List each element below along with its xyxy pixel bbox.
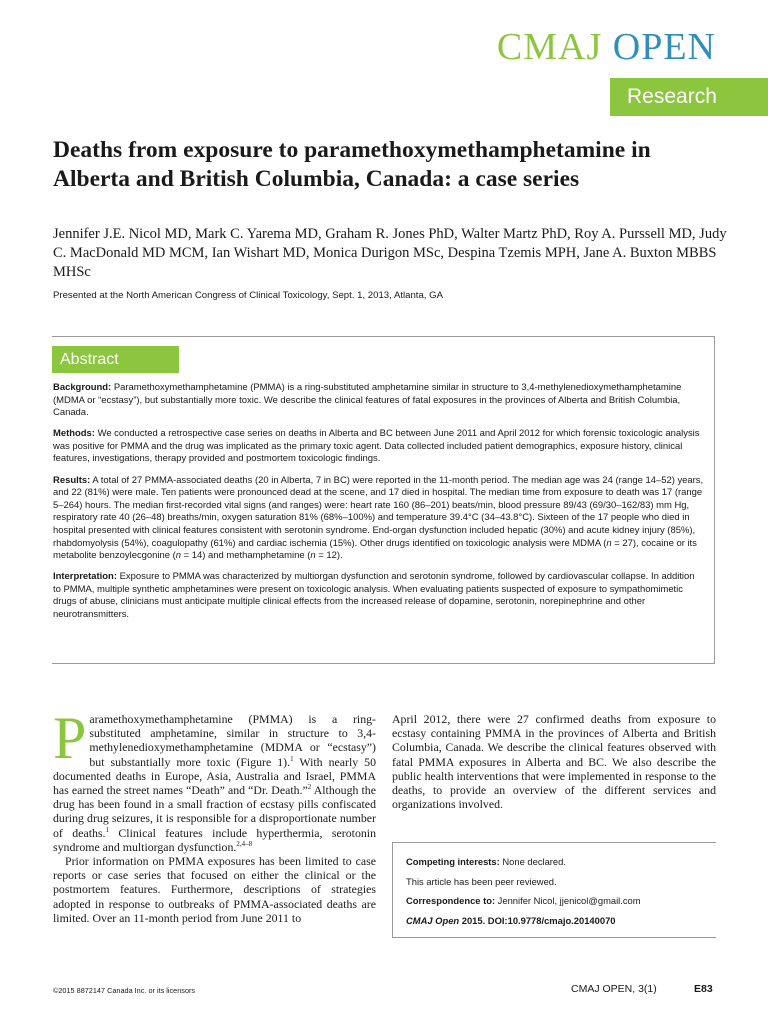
abstract-results: Results: A total of 27 PMMA-associated deaths (20 in Alberta, 7 in BC) were reported in the 11-month period. The median age was 24 (range 14–52) years, and 22 (81%) were male. Ten patients were pronounced dead at the scene, and 17 died in hospital. The median time from exposure to death was 17 (range 5–264) hours. The median first-recorded vital signs (and ranges) were: heart rate 160 (86–201) beats/min, blood pressure 89/43 (69/30–162/83) mm Hg, respiratory rate 40 (26–48) breaths/min, oxygen saturation 81% (68%–100%) and temperature 39.4°C (34–43.8°C). Sixteen of the 17 people who died in hospital presented with clinical features consistent with serotonin syndrome. End-organ dysfunction included hepatic (30%) and acute kidney injury (85%), rhabdomyolysis (54%), coagulopathy (61%) and cardiac ischemia (15%). Other drugs identified on toxicologic analysis were MDMA (n = 27), cocaine or its metabolite benzoylecgonine (n = 14) and methamphetamine (n = 12).	[53, 474, 704, 562]
logo-cmaj: CMAJ	[496, 26, 603, 68]
drop-cap: P	[53, 705, 87, 771]
intro-paragraph: Paramethoxymethamphetamine (PMMA) is a ring-substituted amphetamine, similar in structure to 3,4-methylenedioxymethamphetamine (MDMA or “ecstasy”) but substantially more toxic (Figure 1).$^1$ With nearly 50 documented deaths in Europe, Asia, Australia and Israel, PMMA has earned the street names “Death” and “Dr. Death.”$^2$ Although the drug has been found in a small fraction of ecstasy pills confiscated during drug seizures, it is responsible for a disproportionate number of deaths.$^1$ Clinical features include hyperthermia, serotonin syndrome and multiorgan dysfunction.$^{2,4-8}$	[53, 705, 376, 854]
body-column-left	[53, 705, 376, 925]
abstract-interpretation: Interpretation: Exposure to PMMA was characterized by multiorgan dysfunction and serotonin syndrome, followed by cardiovascular collapse. In addition to PMMA, multiple synthetic amphetamines were present on toxicologic analysis. When evaluating patients suspected of exposure to sympathomimetic drugs of abuse, clinicians must anticipate multiple clinical effects from the increased release of dopamine, serotonin, norepinephrine and other neurotransmitters.	[53, 571, 695, 620]
correspondence-email[interactable]: Jennifer Nicol, jjenicol@gmail.com	[495, 895, 641, 906]
citation-ref[interactable]: 1	[105, 825, 109, 834]
citation: CMAJ Open 2015. DOI:10.9778/cmajo.20140070	[406, 914, 616, 926]
citation-ref[interactable]: 1	[290, 754, 294, 763]
footer-journal-issue: CMAJ OPEN, 3(1)	[571, 983, 657, 995]
abstract-body	[53, 382, 704, 630]
correspondence: Correspondence to: Jennifer Nicol, jjenicol@gmail.com	[406, 895, 641, 906]
logo-open: OPEN	[612, 26, 716, 68]
article-title: Deaths from exposure to paramethoxymethamphetamine in Alberta and British Columbia, Canada: a case series	[53, 137, 651, 192]
peer-review-note: This article has been peer reviewed.	[406, 875, 557, 887]
body-paragraph: Prior information on PMMA exposures has been limited to case reports or case series that focused on either the clinical or the postmortem features. Furthermore, descriptions of strategies adopted in response to outbreaks of PMMA-associated deaths are limited. Over an 11-month period from June 2011 to	[53, 854, 376, 925]
abstract-background: Background: Paramethoxymethamphetamine (PMMA) is a ring-substituted amphetamine similar in structure to 3,4-methylenedioxymethamphetamine (MDMA or “ecstasy”), but substantially more toxic. We describe the clinical features of fatal exposures in the provinces of Alberta and British Columbia, Canada.	[53, 382, 682, 419]
footer-page-number: E83	[694, 983, 713, 995]
section-tab: Research	[610, 78, 768, 116]
citation-ref[interactable]: 2	[307, 783, 312, 792]
presented-note: Presented at the North American Congress of Clinical Toxicology, Sept. 1, 2013, Atlanta, GA	[53, 290, 444, 301]
abstract-methods: Methods: We conducted a retrospective case series on deaths in Alberta and BC between June 2011 and April 2012 for which forensic toxicologic analysis was positive for PMMA and the drug was implicated as the primary toxic agent. Data collected included patient demographics, exposure history, clinical features, investigations, therapy provided and postmortem toxicologic findings.	[53, 428, 700, 465]
article-info-box	[392, 842, 716, 938]
abstract-heading: Abstract	[52, 346, 179, 373]
journal-logo	[0, 24, 716, 70]
citation-ref[interactable]: 2,4–8	[236, 839, 253, 848]
footer-copyright: ©2015 8872147 Canada Inc. or its licensors	[53, 986, 196, 995]
competing-interests: Competing interests: None declared.	[406, 856, 566, 867]
author-list: Jennifer J.E. Nicol MD, Mark C. Yarema MD, Graham R. Jones PhD, Walter Martz PhD, Roy A. Purssell MD, Judy C. MacDonald MD MCM, Ian Wishart MD, Monica Durigon MSc, Despina Tzemis MPH, Jane A. Buxton MBBS MHSc	[53, 226, 727, 280]
body-column-right: April 2012, there were 27 confirmed deaths from exposure to ecstasy containing PMMA in the provinces of Alberta and British Columbia, Canada. We describe the clinical features observed with fatal PMMA exposures in Alberta and BC. We also describe the public health interventions that were implemented in response to the deaths, to provide an overview of the different services and organizations involved.	[392, 712, 716, 812]
